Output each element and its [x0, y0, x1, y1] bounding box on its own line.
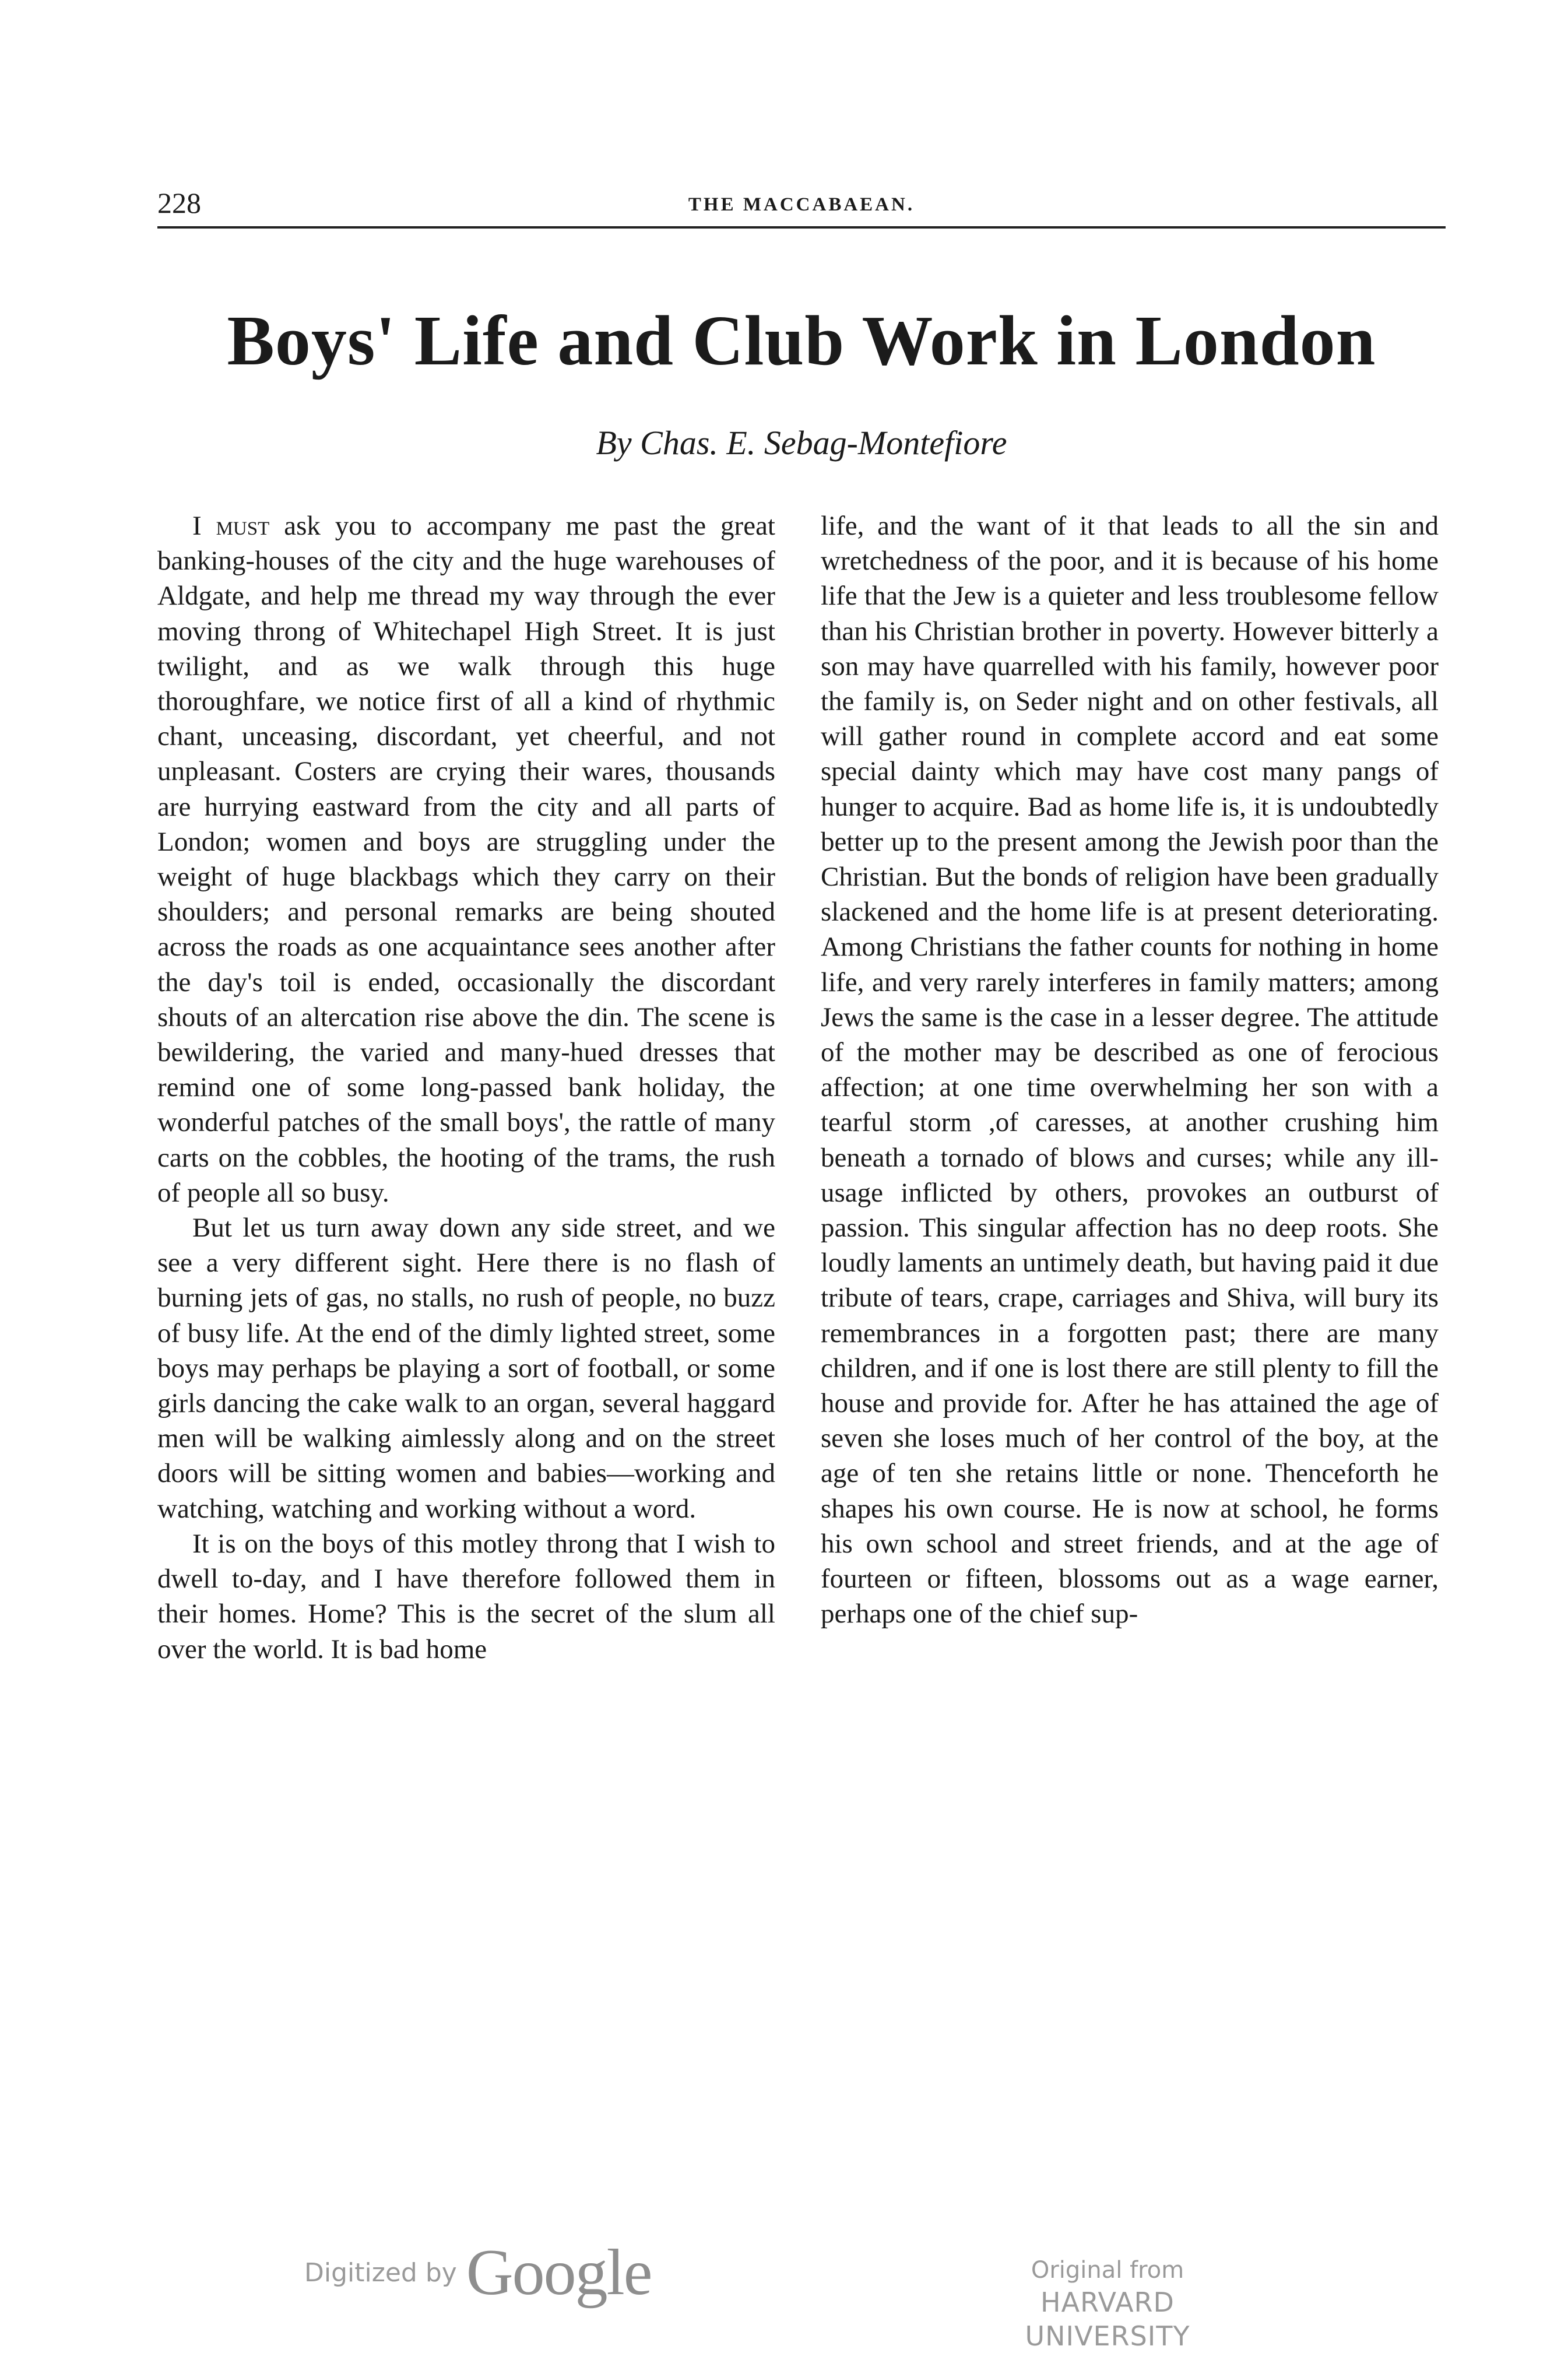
digitized-by-watermark	[304, 2238, 652, 2308]
page-header	[157, 185, 1446, 229]
paragraph	[157, 508, 775, 1210]
harvard-university-label: HARVARD UNIVERSITY	[1025, 2287, 1190, 2352]
original-from-label: Original from	[1031, 2257, 1184, 2284]
paragraph: It is on the boys of this motley throng that I wish to dwell to-day, and I have therefore followed them in their homes. Home? This is the secret of the slum all over the world. It is bad home	[157, 1528, 775, 1664]
paragraph: life, and the want of it that leads to all the sin and wretchedness of the poor, and it is because of his home life that the Jew is a quieter and less troublesome fellow than his Christian brother in poverty. However bitterly a son may have quarrelled with his family, however poor the family is, on Seder night and on other festivals, all will gather round in complete accord and eat some special dainty which may have cost many pangs of hunger to acquire. Bad as home life is, it is undoubtedly better up to the present among the Jewish poor than the Christian. But the bonds of religion have been gradually slackened and the home life is at present deteriorating. Among Christians the father counts for nothing in home life, and very rarely interferes in family matters; among Jews the same is the case in a lesser degree. The attitude of the mother may be described as one of ferocious affection; at one time overwhelming her son with a tearful storm ,of caresses, at another crushing him beneath a tornado of blows and curses; while any ill-usage inflicted by others, provokes an outburst of passion. This singular affection has no deep roots. She loudly laments an untimely death, but having paid it due tribute of tears, crape, carriages and Shiva, will bury its remembrances in a forgotten past; there are many children, and if one is lost there are still plenty to fill the house and provide for. After he has attained the age of seven she loses much of her control of the boy, at the age of ten she retains little or none. Thenceforth he shapes his own course. He is now at school, he forms his own school and street friends, and at the age of fourteen or fifteen, blossoms out as a wage earner, perhaps one of the chief sup-	[821, 511, 1439, 1629]
original-from-watermark	[956, 2255, 1259, 2353]
left-column	[157, 508, 775, 1667]
article-title: Boys' Life and Club Work in London	[227, 301, 1376, 380]
page-number: 228	[157, 187, 201, 219]
article-byline: By Chas. E. Sebag-Montefiore	[596, 424, 1007, 462]
paragraph-text: ask you to accompany me past the great banking-houses of the city and the huge warehouses of Aldgate, and help me thread my way through the ever moving throng of Whitechapel High Street. It is just twilight, and as we walk through this huge thoroughfare, we notice first of all a kind of rhythmic chant, unceasing, discordant, yet cheerful, and not unpleasant. Costers are crying their wares, thousands are hurrying eastward from the city and all parts of London; women and boys are struggling under the weight of huge blackbags which they carry on their shoulders; and personal remarks are being shouted across the roads as one acquaintance sees another after the day's toil is ended, occasionally the discordant shouts of an altercation rise above the din. The scene is bewildering, the varied and many-hued dresses that remind one of some long-passed bank holiday, the wonderful patches of the small boys', the rattle of many carts on the cobbles, the hooting of the trams, the rush of people all so busy.	[157, 511, 775, 1208]
drop-words: I must	[192, 511, 270, 541]
paragraph: But let us turn away down any side street, and we see a very different sight. Here there is no flash of burning jets of gas, no stalls, no rush of people, no buzz of busy life. At the end of the dimly lighted street, some boys may perhaps be playing a sort of football, or some girls dancing the cake walk to an organ, several haggard men will be walking aimlessly along and on the street doors will be sitting women and babies—working and watching, watching and working without a word.	[157, 1213, 775, 1524]
google-logo: Google	[466, 2236, 652, 2309]
running-head: THE MACCABAEAN.	[688, 194, 915, 215]
right-column	[821, 508, 1439, 1632]
digitized-label: Digitized by	[304, 2257, 457, 2288]
